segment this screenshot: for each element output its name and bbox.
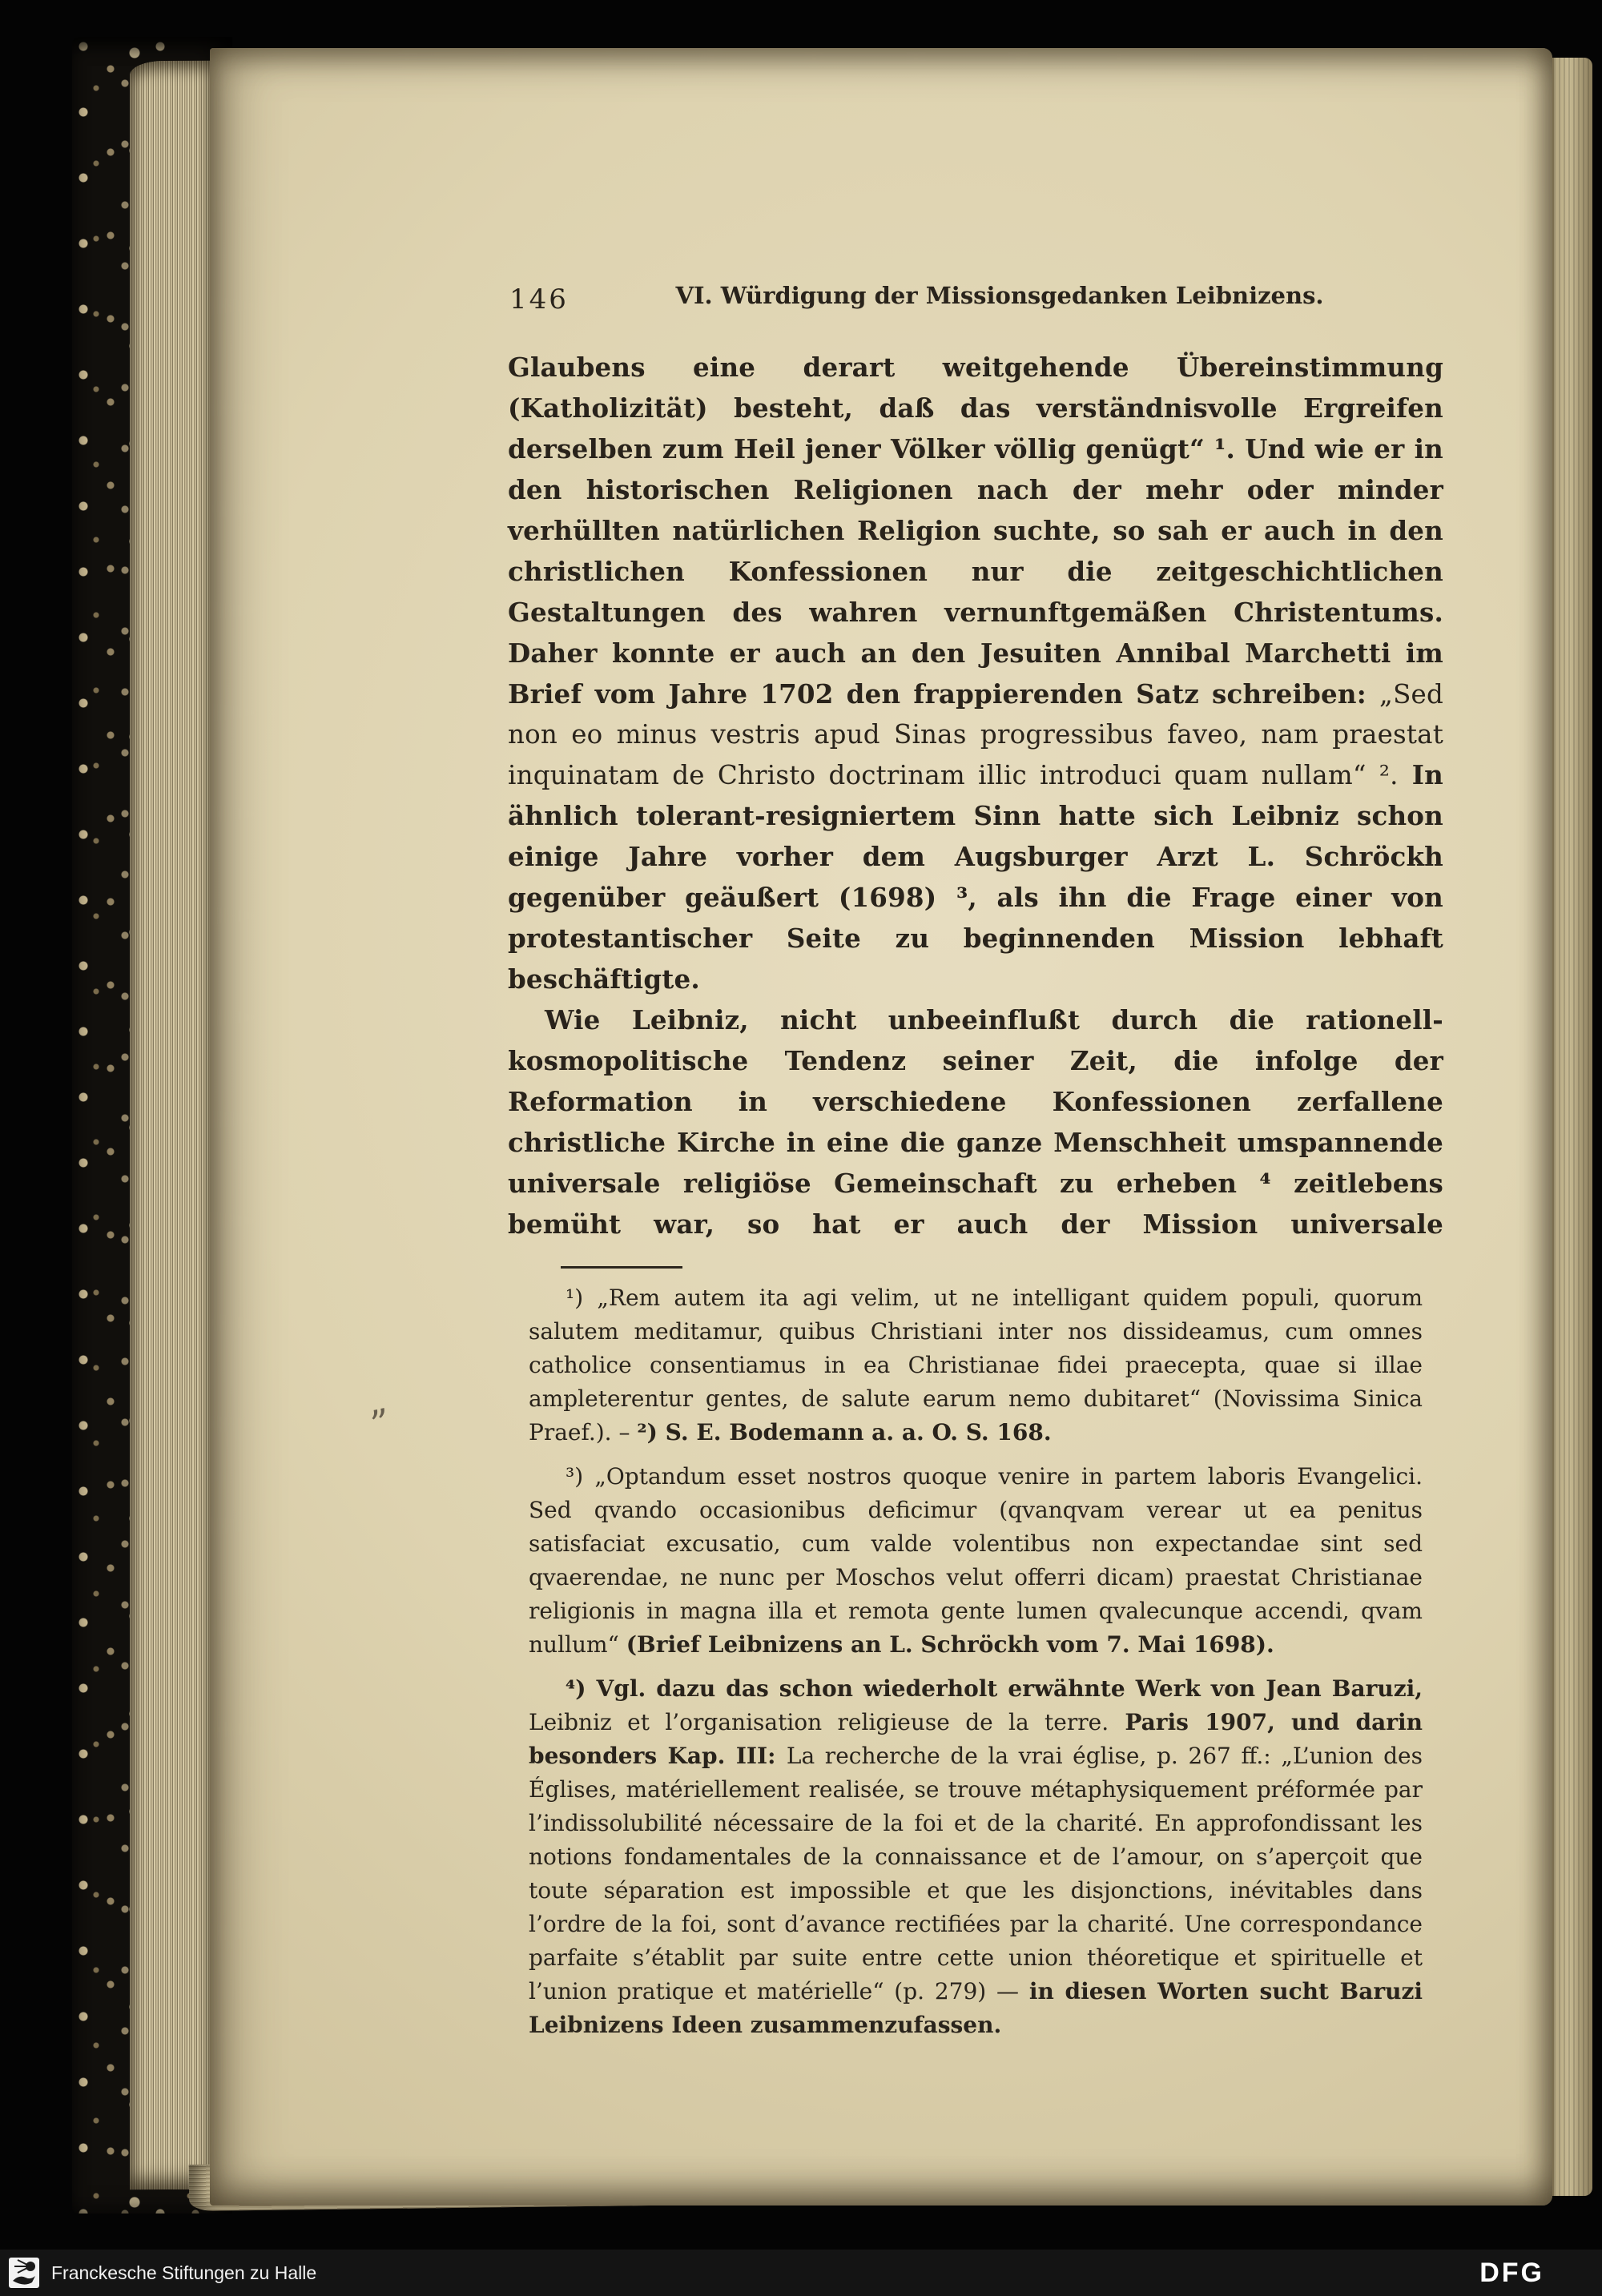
dfg-logo: DFG [1479, 2257, 1544, 2288]
paragraph-1-latin-quote: „Sed non eo minus vestris apud Sinas progressibus faveo, nam praestat inquinatam de Christo doctrinam illic introduci quam nullam“ ². [508, 679, 1443, 790]
footnote-rule [561, 1266, 682, 1269]
footnote-4-french-quote: La recherche de la vrai église, p. 267 ff.: „L’union des Églises, matériellement realisée, se trouve métaphysiquement préformée par l’indissolubilité nécessaire de la foi et de la charité. En approfondissant les notions fondamentales de la connaissance et de l’amour, on s’aperçoit que toute séparation est impossible et que les disjonctions, inévitables dans l’ordre de la foi, sont d’avance rectifiées par la charité. Une correspondance parfaite s’établit par suite entre cette union théoretique et spirituelle et l’union pratique et matérielle“ (p. 279) — [529, 1743, 1423, 2004]
paragraph-2 [508, 1000, 1443, 1245]
footnote-3-source: (Brief Leibnizens an L. Schröckh vom 7. Mai 1698). [626, 1631, 1274, 1658]
paragraph-1 [508, 348, 1443, 1000]
footnote-4-book-title: Leibniz et l’organisation religieuse de la terre. [529, 1709, 1109, 1735]
footnote-4-closing: in diesen Worten sucht Baruzi Leibnizens Ideen zusammenzufassen. [529, 1978, 1423, 2038]
footnote-4-intro: ⁴) Vgl. dazu das schon wiederholt erwähnte Werk von Jean Baruzi, [566, 1675, 1423, 1702]
institution-brand [8, 2257, 316, 2289]
footnote-1-text: ¹) „Rem autem ita agi velim, ut ne intelligant quidem populi, quorum salutem meditamur, quibus Christiani inter nos dissideamus, cum omnes catholice consentiamus in ea Christianae fidei praecepta, quae si illae ampleterentur gentes, de salute earum nemo dubitaret“ (Novissima Sinica Praef.). – [529, 1285, 1423, 1446]
footnote-3 [529, 1460, 1423, 1662]
page-content [508, 282, 1443, 2042]
paragraph-2-text: Wie Leibniz, nicht unbeeinflußt durch die rationell-kosmopolitische Tendenz seiner Zeit, die infolge der Reformation in verschiedene Konfessionen zerfallene christliche Kirche in eine die ganze Menschheit umspannende universale religiöse Gemeinschaft zu erheben ⁴ zeitlebens bemüht war, so hat er auch der Mission universale [508, 1004, 1443, 1240]
watermark-bar [0, 2250, 1602, 2296]
footnote-1 [529, 1281, 1423, 1450]
footnote-3-text: ³) „Optandum esset nostros quoque venire in partem laboris Evangelici. Sed qvando occasionibus deficimur (qvanqvam verear ut ea penitus satisfaciat excusatio, cum valde volentibus non expectandae sint sed qvaerendae, ne nunc per Moschos velut offerri dicam) praestat Christianae religionis in magna illa et remota gente lumen qvalecunque accendi, qvam nullum“ [529, 1463, 1423, 1658]
institution-name: Franckesche Stiftungen zu Halle [51, 2262, 317, 2283]
paragraph-1-text-cont: In ähnlich tolerant-resigniertem Sinn hatte sich Leibniz schon einige Jahre vorher dem Augsburger Arzt L. Schröckh gegenüber geäußert (1698) ³, als ihn die Frage einer von protestantischer Seite zu beginnenden Mission lebhaft beschäftigte. [508, 759, 1444, 995]
next-page-edge [1552, 58, 1592, 2196]
margin-annotation: „ [362, 1377, 391, 1424]
page-number: 146 [509, 283, 569, 316]
footnote-2-text: ²) S. E. Bodemann a. a. O. S. 168. [637, 1419, 1052, 1446]
footnote-4-middle: Paris 1907, und darin besonders Kap. III: [529, 1709, 1423, 1769]
franckesche-stiftungen-logo-icon [8, 2257, 40, 2289]
footnote-4 [529, 1672, 1423, 2042]
page-header [508, 282, 1443, 320]
footnotes-block [508, 1266, 1423, 2042]
page-edges-left [130, 61, 213, 2189]
running-title: VI. Würdigung der Missionsgedanken Leibnizens. [675, 282, 1324, 309]
paragraph-1-text: Glaubens eine derart weitgehende Übereinstimmung (Katholizität) besteht, daß das verständnisvolle Ergreifen derselben zum Heil jener Völker völlig genügt“ ¹. Und wie er in den historischen Religionen nach der mehr oder minder verhüllten natürlichen Religion suchte, so sah er auch in den christlichen Konfessionen nur die zeitgeschichtlichen Gestaltungen des wahren vernunftgemäßen Christentums. Daher konnte er auch an den Jesuiten Annibal Marchetti im Brief vom Jahre 1702 den frappierenden Satz schreiben: [508, 352, 1443, 710]
